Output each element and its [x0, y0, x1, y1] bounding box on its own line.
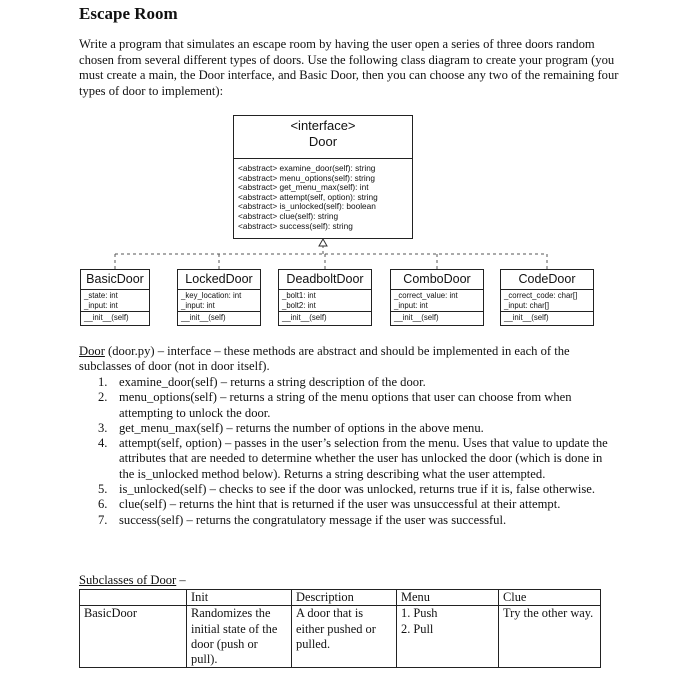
list-number: 6.: [98, 497, 108, 512]
class-name: ComboDoor: [391, 270, 483, 290]
class-name: BasicDoor: [81, 270, 149, 290]
subclasses-heading: [79, 573, 186, 588]
class-box-codedoor: [500, 269, 594, 326]
class-attributes: [279, 290, 371, 312]
table-cell: A door that is either pushed or pulled.: [292, 606, 397, 668]
interface-method: <abstract> clue(self): string: [238, 210, 339, 221]
list-item: [98, 513, 608, 528]
subclasses-heading-text: Subclasses of Door: [79, 573, 177, 587]
page-title: Escape Room: [79, 4, 178, 23]
class-attributes: [81, 290, 149, 312]
table-header-row: [80, 590, 601, 606]
list-text: get_menu_max(self) – returns the number of options in the above menu.: [119, 420, 484, 435]
class-attributes: [391, 290, 483, 312]
list-item: [98, 390, 608, 421]
class-box-lockeddoor: [177, 269, 261, 326]
table-cell: Randomizes the initial state of the door (push or pull).: [187, 606, 292, 668]
subclasses-table: [79, 589, 601, 668]
class-attribute: _bolt1: int: [282, 291, 316, 300]
class-attribute: _state: int: [84, 291, 118, 300]
table-row: [80, 606, 601, 668]
class-method: __init__(self): [84, 313, 129, 322]
table-cell: Try the other way.: [499, 606, 601, 668]
list-number: 7.: [98, 512, 108, 527]
class-attribute: _correct_code: char[]: [504, 291, 578, 300]
list-text: is_unlocked(self) – checks to see if the door was unlocked, returns true if it is, false otherwise.: [119, 482, 595, 497]
list-item: [98, 497, 608, 512]
class-attributes: [501, 290, 593, 312]
interface-method: <abstract> get_menu_max(self): int: [238, 182, 369, 193]
class-attribute: _correct_value: int: [394, 291, 458, 300]
class-box-basicdoor: [80, 269, 150, 326]
class-attribute: _input: int: [394, 300, 428, 310]
class-name: DeadboltDoor: [279, 270, 371, 290]
list-item: [98, 421, 608, 436]
door-description-text: (door.py) – interface – these methods are abstract and should be implemented in each of the subclasses of door (not in door itself).: [79, 344, 570, 374]
class-attribute: _input: int: [84, 300, 118, 310]
table-cell: BasicDoor: [80, 606, 187, 668]
table-header-cell: Clue: [499, 590, 601, 606]
list-number: 4.: [98, 436, 108, 451]
list-item: [98, 375, 608, 390]
door-description: [79, 344, 609, 375]
interface-method: <abstract> menu_options(self): string: [238, 172, 375, 183]
list-number: 2.: [98, 390, 108, 405]
class-name: CodeDoor: [501, 270, 593, 290]
list-number: 3.: [98, 420, 108, 435]
intro-paragraph: Write a program that simulates an escape room by having the user open a series of three doors random chosen from several different types of doors. Use the following class diagram to create your program (you must create a main, the Door interface, and Basic Door, then you can choose any two of the remaining four types of door to implement):: [79, 37, 619, 98]
class-box-combodoor: [390, 269, 484, 326]
realization-arrow-icon: [319, 239, 327, 246]
table-header-cell: Init: [187, 590, 292, 606]
list-text: attempt(self, option) – passes in the user’s selection from the menu. Uses that value to update the attributes that are needed to determine whether the user has unlocked the door (which is done in the is_unlocked method below). Returns a string describing what the user attempted.: [119, 436, 608, 481]
interface-name: Door: [308, 134, 338, 149]
interface-method: <abstract> attempt(self, option): string: [238, 191, 378, 202]
table-cell: 1. Push 2. Pull: [397, 606, 499, 668]
class-box-deadboltdoor: [278, 269, 372, 326]
list-text: success(self) – returns the congratulatory message if the user was successful.: [119, 512, 507, 527]
class-attribute: _input: int: [181, 300, 215, 310]
list-text: menu_options(self) – returns a string of the menu options that user can choose from when attempting to unlock the door.: [119, 390, 572, 420]
class-method: __init__(self): [282, 313, 327, 322]
class-attribute: _input: char[]: [504, 300, 550, 310]
table-header-cell: Menu: [397, 590, 499, 606]
list-text: examine_door(self) – returns a string description of the door.: [119, 375, 426, 389]
class-method: __init__(self): [504, 313, 549, 322]
class-attribute: _key_location: int: [181, 291, 242, 300]
interface-method: <abstract> is_unlocked(self): boolean: [238, 201, 376, 212]
methods-list: [98, 375, 608, 528]
subclasses-heading-dash: –: [176, 573, 186, 587]
list-item: [98, 436, 608, 482]
class-attribute: _bolt2: int: [282, 300, 316, 310]
list-number: 5.: [98, 482, 108, 497]
list-item: [98, 482, 608, 497]
interface-stereotype: <interface>: [290, 118, 356, 133]
door-link: Door: [79, 344, 105, 358]
table-header-cell: [80, 590, 187, 606]
class-method: __init__(self): [394, 313, 439, 322]
list-text: clue(self) – returns the hint that is returned if the user was unsuccessful at their attempt.: [119, 497, 561, 512]
table-header-cell: Description: [292, 590, 397, 606]
class-name: LockedDoor: [178, 270, 260, 290]
class-attributes: [178, 290, 260, 312]
class-method: __init__(self): [181, 313, 226, 322]
interface-method: <abstract> success(self): string: [238, 220, 353, 231]
list-number: 1.: [98, 375, 108, 389]
interface-method: <abstract> examine_door(self): string: [238, 163, 376, 173]
